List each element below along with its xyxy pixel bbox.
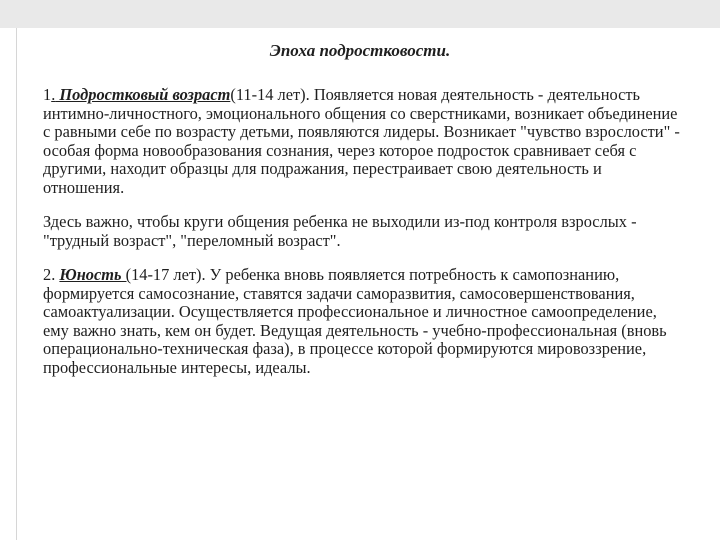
paragraph-number: 2.	[43, 265, 60, 284]
paragraph-number: 1	[43, 85, 52, 104]
paragraph-text: Здесь важно, чтобы круги общения ребенка не выходили из-под контроля взрослых - "трудный возраст", "переломный возраст".	[43, 212, 637, 250]
slide-title: Эпоха подростковости.	[269, 41, 451, 60]
term-youth-tail: (	[121, 265, 132, 284]
slide-content	[43, 86, 683, 377]
paragraph-adolescence	[43, 86, 683, 197]
paragraph-text: 14-17 лет). У ребенка вновь появляется потребность к самопознанию, формируется самосознание, ставятся задачи саморазвития, самосовершенствования, самоактуализации. Осуществляется профессиональное и личностное самоопределение, ему важно знать, кем он будет. Ведущая деятельность - учебно-профессиональная (вновь операционально-техническая фаза), в процессе которой формируются мировоззрение, профессиональные интересы, идеалы.	[43, 265, 667, 377]
slide-left-rule	[16, 28, 17, 540]
paragraph-control-note	[43, 213, 683, 250]
slide-top-band	[0, 0, 720, 28]
paragraph-text: (11-14 лет). Появляется новая деятельность - деятельность интимно-личностного, эмоционального общения со сверстниками, возникает объединение с равными себе по возрасту детьми, появляются лидеры. Возникает "чувство взрослости" - особая форма новообразования сознания, через которое подросток сравнивает себя с другими, находит образцы для подражания, перестраивает свою деятельность и отношения.	[43, 85, 680, 197]
term-adolescence: Подростковый возраст	[55, 85, 231, 104]
term-youth: Юность	[59, 265, 122, 284]
paragraph-number-suffix: .	[51, 85, 56, 104]
paragraph-youth	[43, 266, 683, 377]
